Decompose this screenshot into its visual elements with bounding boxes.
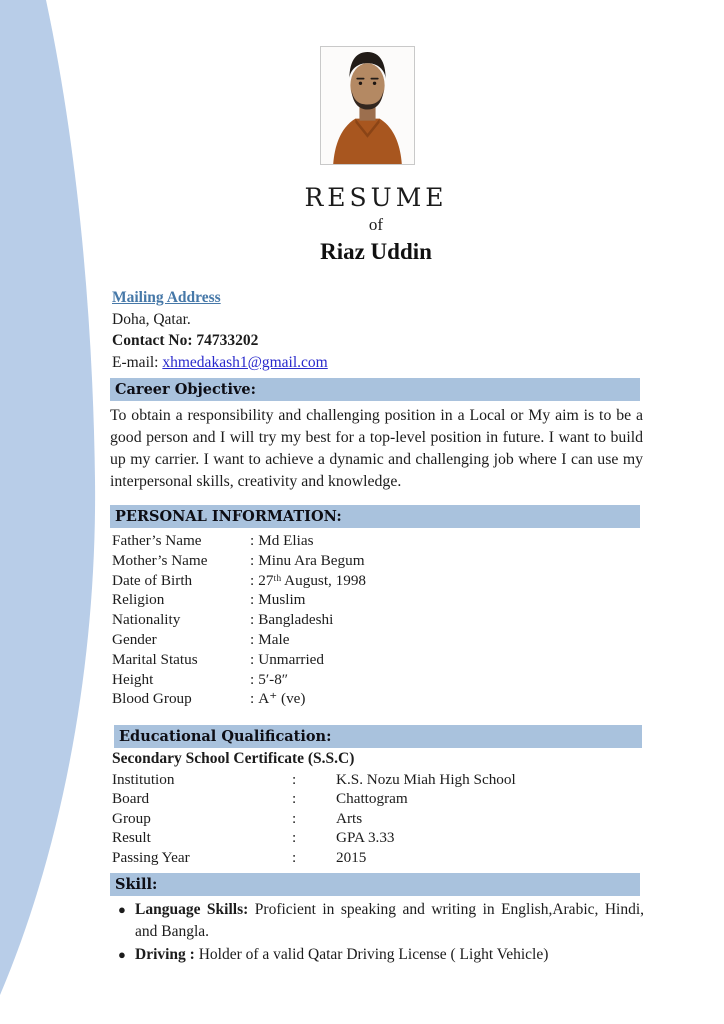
skill-item [118,899,644,942]
section-header-skill [110,873,640,896]
contact-number-line [112,330,644,352]
section-header-career-objective [110,378,640,401]
resume-of-text: of [368,215,384,234]
email-label: E-mail: [112,353,159,371]
bullet-icon: ● [118,947,126,962]
bullet-icon: ● [118,902,126,917]
address-text: Doha, Qatar. [112,310,191,328]
contact-number-value: 74733202 [196,332,259,349]
title-block [110,183,642,266]
skill-item [118,944,644,966]
resume-title: RESUME [304,183,448,212]
person-name: Riaz Uddin [320,239,432,264]
skill-item-lead: Driving : [135,946,195,963]
skill-item-lead: Language Skills: [135,901,249,918]
personal-row: Gender : Male [112,630,290,648]
section-header-personal-information [110,505,640,528]
personal-information-heading: PERSONAL INFORMATION: [115,508,342,525]
email-link[interactable]: xhmedakash1@gmail.com [162,353,328,371]
personal-row: Religion : Muslim [112,591,306,609]
education-row: Board : Chattogram [112,790,408,808]
contact-block [112,287,644,373]
career-objective-text: To obtain a responsibility and challenging position in a Local or My aim is to be a good person and I will try my best for a top-level position in future. I want to build up my carrier. I want to achieve a dynamic and challenging job where I can use my interpersonal skills, creativity and knowledge. [110,407,643,490]
portrait-photo [320,46,415,165]
section-header-educational-qualification [114,725,642,748]
personal-row: Blood Group : A⁺ (ve) [112,690,306,708]
personal-row: Nationality : Bangladeshi [112,611,334,629]
educational-qualification-heading: Educational Qualification: [119,728,332,745]
portrait-photo-image [321,47,414,164]
skill-item-text: Holder of a valid Qatar Driving License ( Light Vehicle) [198,946,549,963]
education-row: Passing Year : 2015 [112,848,367,866]
education-row: Institution : K.S. Nozu Miah High School [112,770,516,788]
personal-row: Marital Status : Unmarried [112,650,325,668]
career-objective-heading: Career Objective: [115,381,256,398]
skill-item-text: Proficient in speaking and writing in English,Arabic, Hindi, and Bangla. [135,901,645,940]
personal-information-rows [112,531,644,709]
skill-heading: Skill: [115,876,158,893]
educational-qualification-block [112,749,644,868]
personal-row: Father’s Name : Md Elias [112,532,314,549]
email-line [112,352,644,374]
personal-row: Height : 5′-8″ [112,670,289,688]
skill-list [118,899,644,968]
personal-row: Mother’s Name : Minu Ara Begum [112,551,365,569]
personal-row: Date of Birth : 27ᵗʰ August, 1998 [112,571,367,589]
mailing-address-link[interactable]: Mailing Address [112,289,221,306]
education-row: Group : Arts [112,809,363,827]
contact-number-label: Contact No: [112,332,193,349]
ssc-subheading: Secondary School Certificate (S.S.C) [112,750,355,767]
education-row: Result : GPA 3.33 [112,829,395,847]
